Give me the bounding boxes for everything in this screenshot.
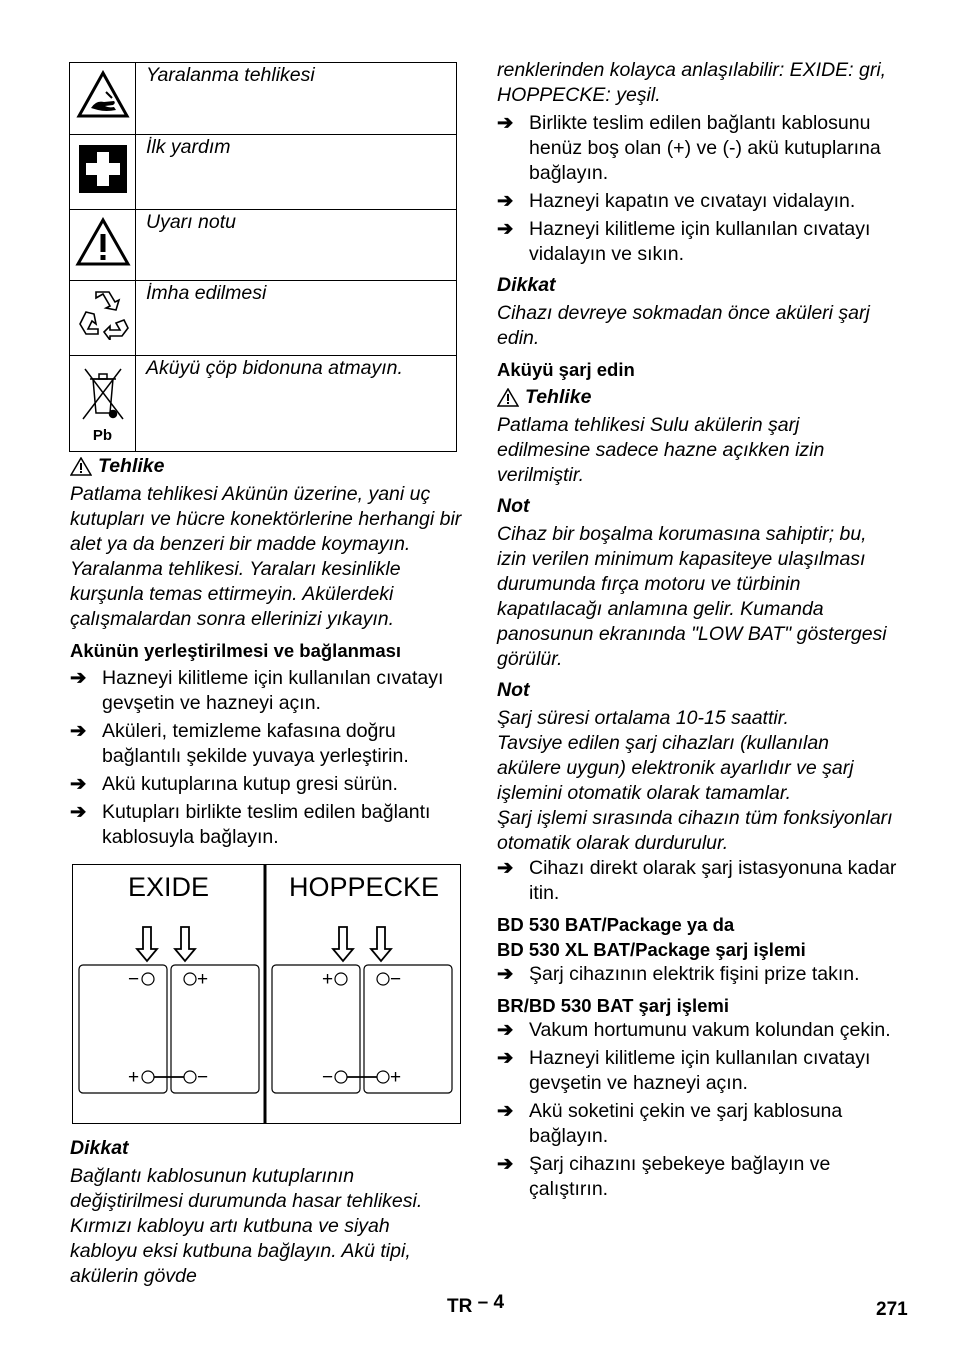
recycle-icon	[70, 281, 136, 356]
arrow-icon: ➔	[497, 963, 514, 985]
bd-heading: BD 530 XL BAT/Package şarj işlemi	[497, 939, 806, 960]
arrow-icon: ➔	[497, 112, 514, 134]
danger-title: Tehlike	[98, 455, 165, 477]
danger-heading	[497, 385, 897, 410]
caution-text: Bağlantı kablosunun kutuplarının değiştirilmesi durumunda hasar tehlikesi. Kırmızı kabloyu artı kutbuna ve siyah kabloyu eksi kutbuna bağlayın. Akü tipi, akülerin gövde	[70, 1165, 423, 1287]
hand-injury-icon	[70, 63, 136, 135]
list-item: ➔ Hazneyi kilitleme için kullanılan cıvatayı gevşetin ve hazneyi açın.	[70, 667, 444, 714]
arrow-icon: ➔	[497, 1153, 514, 1175]
svg-text:+: +	[128, 1067, 140, 1088]
warning-triangle-icon	[70, 210, 136, 281]
symbol-row	[70, 210, 457, 281]
note-line: Şarj süresi ortalama 10-15 saattir.	[497, 707, 789, 729]
arrow-icon: ➔	[497, 1100, 514, 1122]
list-item: ➔ Aküleri, temizleme kafasına doğru bağlantılı şekilde yuvaya yerleştirin.	[70, 720, 409, 767]
symbol-label: Uyarı notu	[136, 210, 457, 281]
left-column	[70, 62, 462, 1289]
list-item: ➔ Kutupları birlikte teslim edilen bağlantı kablosuyla bağlayın.	[70, 801, 431, 848]
first-aid-icon	[70, 135, 136, 210]
bd-heading: BD 530 BAT/Package ya da	[497, 914, 735, 935]
svg-text:−: −	[128, 969, 140, 990]
battery-cell	[79, 965, 167, 1093]
list-item: ➔ Hazneyi kilitleme için kullanılan cıvatayı vidalayın ve sıkın.	[497, 218, 871, 265]
exide-label: EXIDE	[128, 872, 210, 902]
charge-heading: Aküyü şarj edin	[497, 359, 635, 380]
list-item: ➔ Cihazı direkt olarak şarj istasyonuna kadar itin.	[497, 857, 897, 904]
battery-cell	[272, 965, 360, 1093]
page-number: 271	[876, 1299, 908, 1320]
svg-text:−: −	[322, 1067, 334, 1088]
footer-section-page: – 4	[477, 1292, 505, 1313]
arrow-icon: ➔	[70, 773, 87, 795]
note-text: Cihaz bir boşalma korumasına sahiptir; bu, izin verilen minimum kapasiteye ulaşılması durumunda fırça motoru ve türbinin kapatılacağı anlamına gelir. Kumanda panosunun ekranında "LOW BAT" göstergesi görülür.	[497, 523, 887, 670]
continued-text: renklerinden kolayca anlaşılabilir: EXIDE: gri, HOPPECKE: yeşil.	[497, 59, 887, 106]
symbol-label: Aküyü çöp bidonuna atmayın.	[136, 356, 457, 452]
list-item: ➔ Hazneyi kilitleme için kullanılan cıvatayı gevşetin ve hazneyi açın.	[497, 1047, 871, 1094]
arrow-icon: ➔	[70, 801, 87, 823]
symbol-row	[70, 281, 457, 356]
note-line: Tavsiye edilen şarj cihazları (kullanılan akülere uygun) elektronik ayarlıdır ve şarj işlemini otomatik olarak tamamlar.	[497, 732, 854, 804]
list-item: ➔ Akü kutuplarına kutup gresi sürün.	[70, 773, 398, 795]
arrow-icon: ➔	[497, 1019, 514, 1041]
symbol-label: Yaralanma tehlikesi	[136, 63, 457, 135]
right-column	[497, 58, 897, 1202]
battery-cell	[171, 965, 259, 1093]
svg-text:+: +	[322, 969, 334, 990]
danger-text: Patlama tehlikesi Sulu akülerin şarj edilmesine sadece hazne açıkken izin verilmiştir.	[497, 414, 825, 486]
warning-triangle-icon	[70, 457, 92, 476]
caution-title: Dikkat	[70, 1137, 129, 1159]
arrow-icon: ➔	[497, 218, 514, 240]
note-title: Not	[497, 495, 530, 517]
svg-text:+: +	[197, 969, 209, 990]
install-heading: Akünün yerleştirilmesi ve bağlanması	[70, 640, 402, 661]
list-item: ➔ Birlikte teslim edilen bağlantı kablosunu henüz boş olan (+) ve (-) akü kutuplarına bağlayın.	[497, 112, 881, 184]
symbol-row	[70, 135, 457, 210]
caution-title: Dikkat	[497, 274, 556, 296]
arrow-icon: ➔	[70, 720, 87, 742]
symbol-label: İlk yardım	[136, 135, 457, 210]
symbol-table	[69, 62, 457, 452]
hoppecke-label: HOPPECKE	[289, 872, 440, 902]
arrow-icon: ➔	[70, 667, 87, 689]
battery-wiring-diagram	[72, 864, 461, 1124]
symbol-row	[70, 356, 457, 452]
list-item: ➔ Akü soketini çekin ve şarj kablosuna bağlayın.	[497, 1100, 843, 1147]
caution-text: Cihazı devreye sokmadan önce aküleri şarj edin.	[497, 302, 870, 349]
footer-lang: TR	[447, 1296, 473, 1317]
br-heading: BR/BD 530 BAT şarj işlemi	[497, 995, 730, 1016]
note-line: Şarj işlemi sırasında cihazın tüm fonksiyonları otomatik olarak durdurulur.	[497, 807, 893, 854]
crossed-bin-icon	[70, 356, 136, 452]
arrow-icon: ➔	[497, 1047, 514, 1069]
svg-text:−: −	[197, 1067, 209, 1088]
svg-text:−: −	[390, 969, 402, 990]
arrow-icon: ➔	[497, 857, 514, 879]
list-item: ➔ Şarj cihazını şebekeye bağlayın ve çalıştırın.	[497, 1153, 831, 1200]
note-title: Not	[497, 679, 530, 701]
symbol-row	[70, 63, 457, 135]
arrow-icon: ➔	[497, 190, 514, 212]
danger-title: Tehlike	[525, 386, 592, 408]
list-item: ➔ Hazneyi kapatın ve cıvatayı vidalayın.	[497, 190, 856, 212]
pb-label: Pb	[92, 426, 113, 444]
footer-section	[447, 1292, 505, 1318]
symbol-label: İmha edilmesi	[136, 281, 457, 356]
svg-text:+: +	[390, 1067, 402, 1088]
list-item: ➔ Şarj cihazının elektrik fişini prize takın.	[497, 963, 860, 985]
warning-triangle-icon	[497, 388, 519, 407]
danger-heading	[70, 454, 462, 479]
danger-text: Patlama tehlikesi Akünün üzerine, yani uç kutupları ve hücre konektörlerine herhangi bir alet ya da benzeri bir madde koymayın. Yaralanma tehlikesi. Yaraları kesinlikle kurşunla temas ettirmeyin. Akülerdeki çalışmalardan sonra ellerinizi yıkayın.	[70, 483, 462, 630]
list-item: ➔ Vakum hortumunu vakum kolundan çekin.	[497, 1019, 891, 1041]
battery-cell	[364, 965, 452, 1093]
